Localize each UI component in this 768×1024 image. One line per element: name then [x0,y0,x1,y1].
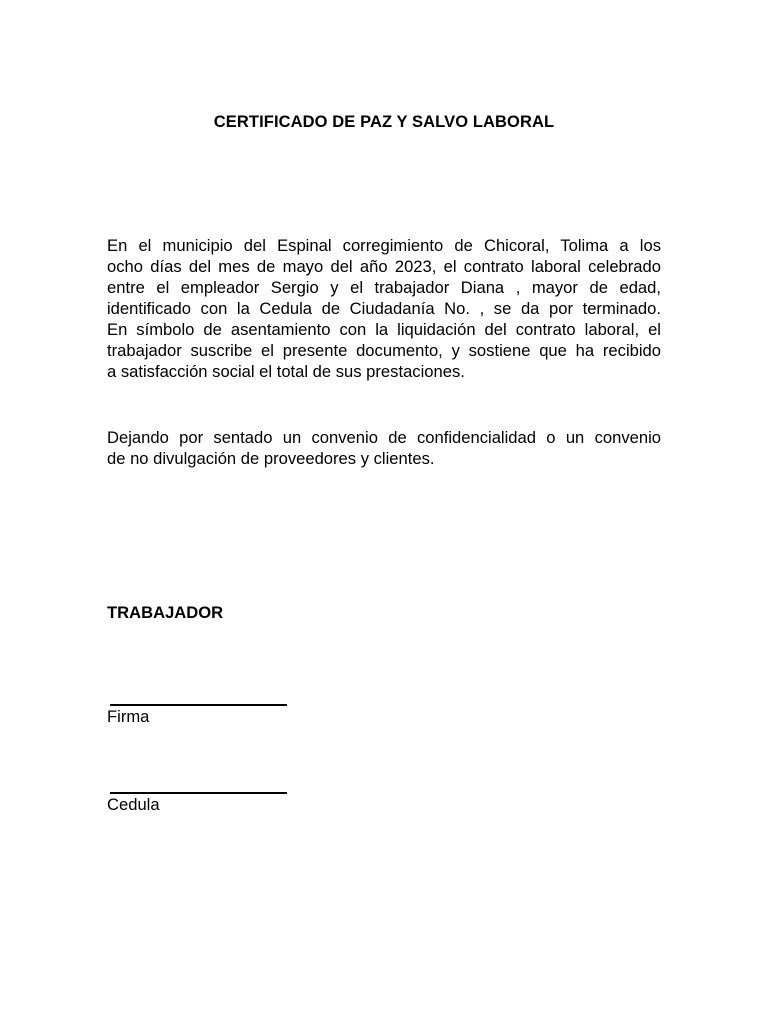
signature-line [110,704,287,706]
id-number-line [110,792,287,794]
paragraph-termination [107,235,661,382]
id-number-label: Cedula [107,795,160,814]
signature-label: Firma [107,707,150,726]
paragraph-line: de no divulgación de proveedores y clientes. [107,449,435,468]
document-title: CERTIFICADO DE PAZ Y SALVO LABORAL [213,113,555,131]
paragraph-line: ocho días del mes de mayo del año 2023, el contrato laboral celebrado [107,257,661,276]
paragraph-line: a satisfacción social el total de sus prestaciones. [107,362,465,381]
paragraph-line: Dejando por sentado un convenio de confidencialidad o un convenio [107,428,661,447]
paragraph-confidentiality [107,427,661,469]
worker-section-label: TRABAJADOR [107,603,224,622]
paragraph-line: entre el empleador Sergio y el trabajador Diana , mayor de edad, [107,278,661,297]
paragraph-line: En el municipio del Espinal corregimiento de Chicoral, Tolima a los [107,236,661,255]
paragraph-line: En símbolo de asentamiento con la liquidación del contrato laboral, el [107,320,661,339]
paragraph-line: trabajador suscribe el presente documento, y sostiene que ha recibido [107,341,661,360]
paragraph-line: identificado con la Cedula de Ciudadanía No. , se da por terminado. [107,299,661,318]
